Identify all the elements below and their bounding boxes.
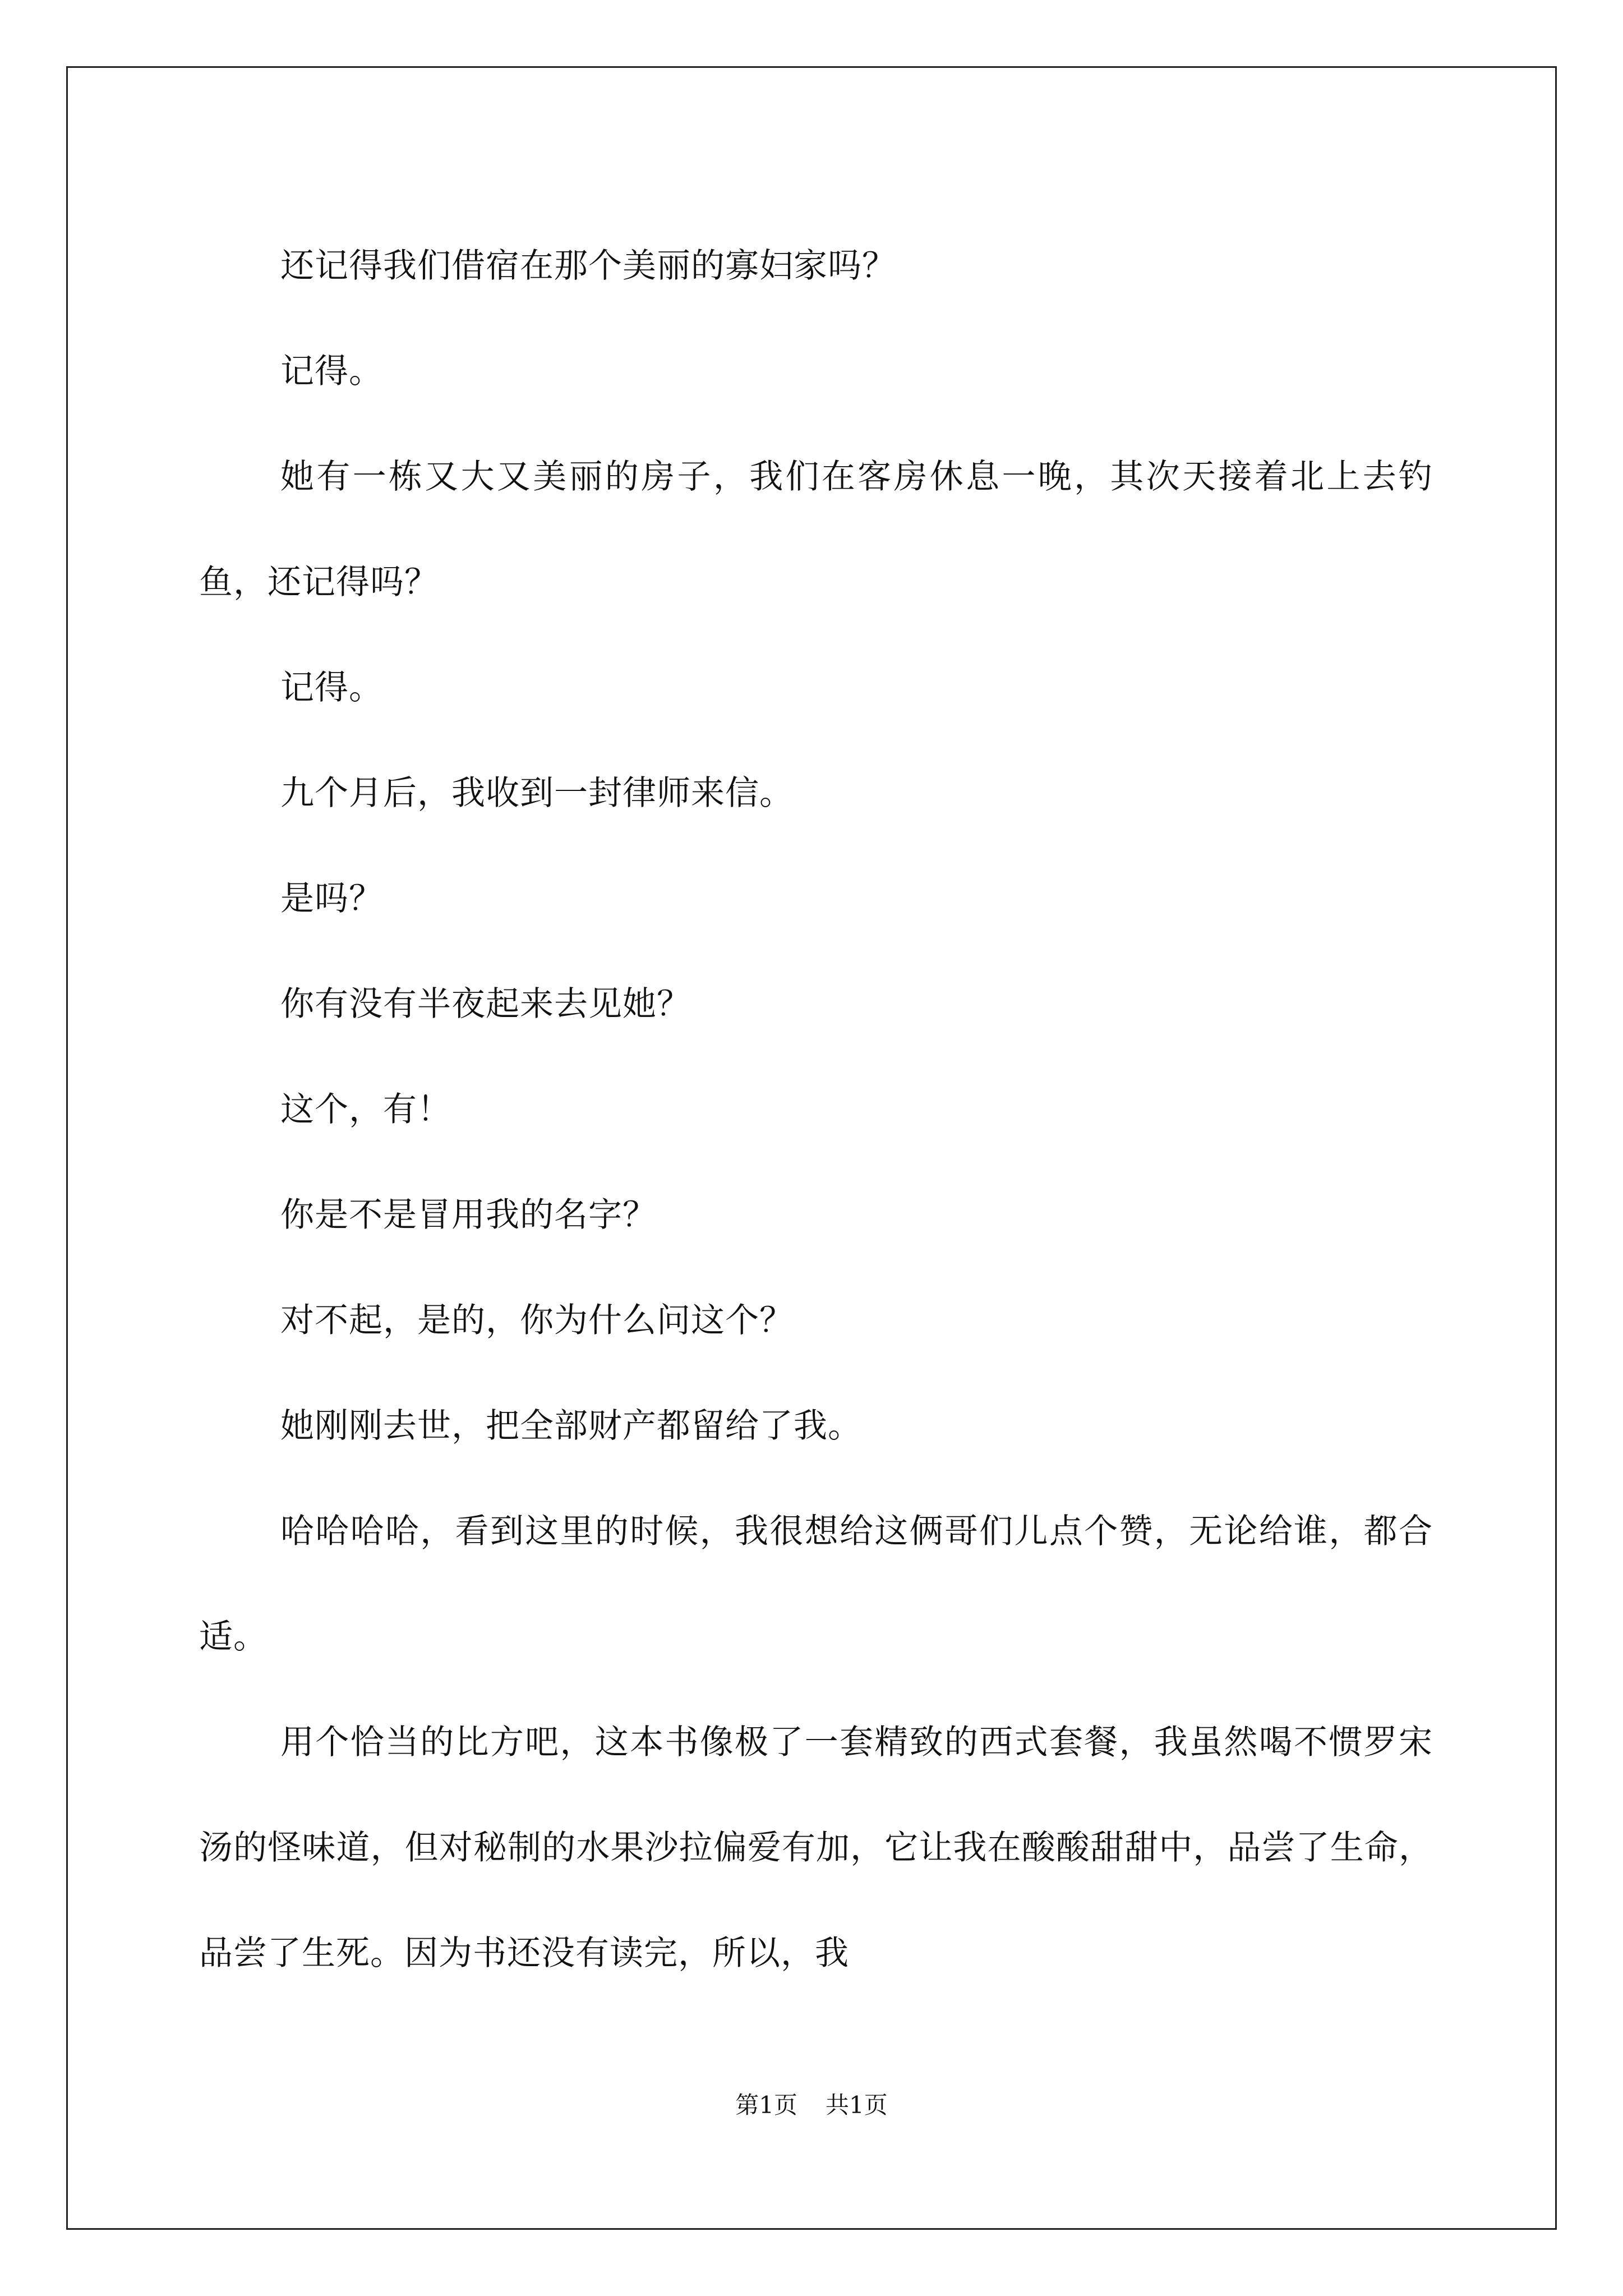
page-total: 共1页 [826,2091,888,2119]
page-number: 第1页 [735,2091,797,2119]
paragraph: 是吗？ [280,879,383,918]
paragraph: 还记得我们借宿在那个美丽的寡妇家吗？ [280,246,896,286]
paragraph: 记得。 [280,668,383,707]
paragraph: 她有一栋又大又美丽的房子，我们在客房休息一晚，其次天接着北上去钓鱼，还记得吗？ [199,457,1433,602]
paragraph: 对不起，是的，你为什么问这个？ [280,1301,794,1340]
paragraph: 记得。 [280,352,383,391]
paragraph: 她刚刚去世，把全部财产都留给了我。 [280,1406,862,1446]
paragraph: 九个月后，我收到一封律师来信。 [280,774,794,813]
paragraph: 用个恰当的比方吧，这本书像极了一套精致的西式套餐，我虽然喝不惯罗宋汤的怪味道，但对秘制的水果沙拉偏爱有加，它让我在酸酸甜甜中，品尝了生命，品尝了生死。因为书还没有读完，所以，我 [199,1723,1433,1973]
document-body [199,213,1433,2006]
paragraph: 你有没有半夜起来去见她？ [280,984,691,1024]
paragraph: 这个，有！ [280,1090,451,1129]
paragraph: 哈哈哈哈，看到这里的时候，我很想给这俩哥们儿点个赞，无论给谁，都合适。 [199,1512,1433,1657]
paragraph: 你是不是冒用我的名字？ [280,1195,657,1235]
page-footer [0,2087,1623,2120]
